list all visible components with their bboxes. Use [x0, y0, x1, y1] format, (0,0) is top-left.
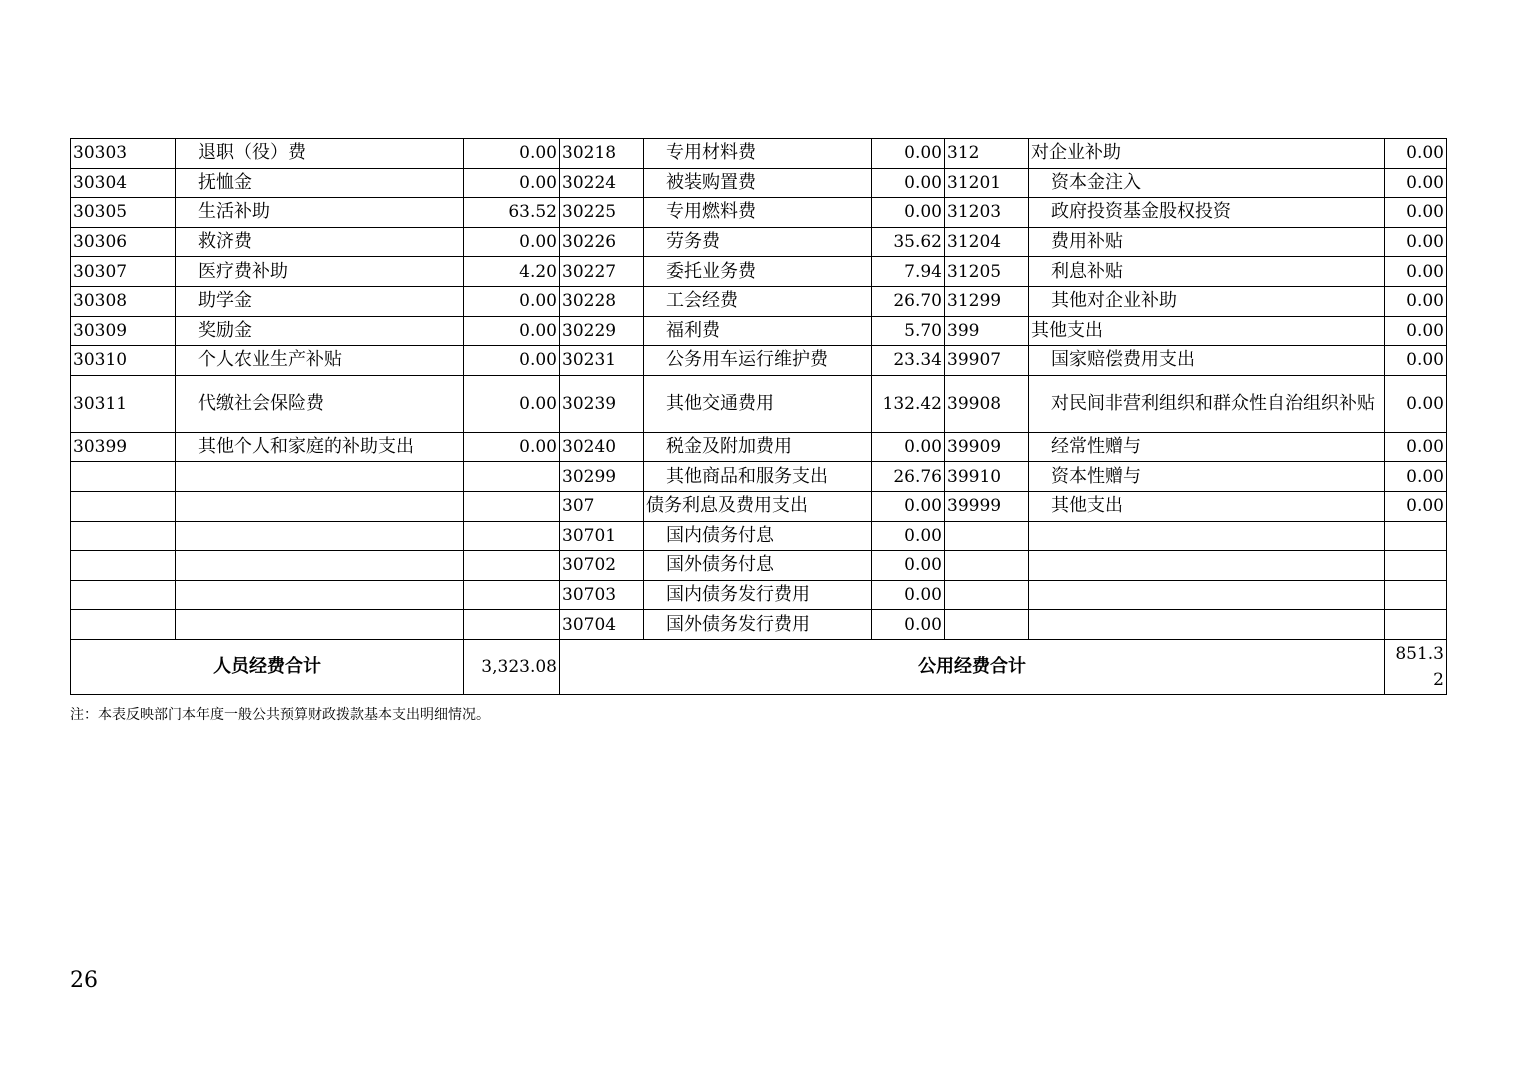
col1-amount: 0.00 — [464, 227, 560, 257]
col2-amount: 5.70 — [872, 316, 945, 346]
col2-amount: 0.00 — [872, 610, 945, 640]
col2-amount: 0.00 — [872, 432, 945, 462]
col2-amount: 0.00 — [872, 551, 945, 581]
table-row — [71, 168, 1447, 198]
col3-amount: 0.00 — [1385, 462, 1447, 492]
col1-amount: 0.00 — [464, 432, 560, 462]
col2-code: 30703 — [560, 580, 644, 610]
col3-name: 经常性赠与 — [1029, 432, 1385, 462]
table-footnote: 注：本表反映部门本年度一般公共预算财政拨款基本支出明细情况。 — [70, 707, 490, 723]
col3-amount — [1385, 610, 1447, 640]
col2-code: 30228 — [560, 286, 644, 316]
col1-code: 30305 — [71, 198, 176, 228]
budget-detail-table — [70, 138, 1447, 695]
col1-code: 30311 — [71, 375, 176, 432]
col2-name: 债务利息及费用支出 — [644, 491, 872, 521]
col1-code — [71, 521, 176, 551]
table-row — [71, 316, 1447, 346]
col2-amount: 23.34 — [872, 346, 945, 376]
table-row — [71, 375, 1447, 432]
public-total-label: 公用经费合计 — [560, 639, 1385, 694]
col3-amount: 0.00 — [1385, 257, 1447, 287]
col1-name: 代缴社会保险费 — [176, 375, 464, 432]
col3-amount: 0.00 — [1385, 168, 1447, 198]
col1-code — [71, 580, 176, 610]
page-number: 26 — [70, 968, 98, 993]
col1-name — [176, 580, 464, 610]
col1-amount — [464, 580, 560, 610]
table-row — [71, 346, 1447, 376]
table-row — [71, 432, 1447, 462]
table-row — [71, 257, 1447, 287]
col3-name — [1029, 580, 1385, 610]
col2-amount: 0.00 — [872, 491, 945, 521]
totals-row — [71, 639, 1447, 694]
col2-amount: 0.00 — [872, 580, 945, 610]
col1-amount — [464, 551, 560, 581]
col1-amount: 63.52 — [464, 198, 560, 228]
col2-code: 30224 — [560, 168, 644, 198]
col3-name: 对民间非营利组织和群众性自治组织补贴 — [1029, 375, 1385, 432]
col3-code: 39999 — [945, 491, 1029, 521]
col1-name — [176, 610, 464, 640]
col1-amount — [464, 462, 560, 492]
col2-amount: 132.42 — [872, 375, 945, 432]
col2-amount: 0.00 — [872, 521, 945, 551]
table-row — [71, 286, 1447, 316]
col2-code: 30225 — [560, 198, 644, 228]
col1-amount: 4.20 — [464, 257, 560, 287]
col1-name: 生活补助 — [176, 198, 464, 228]
col3-amount: 0.00 — [1385, 316, 1447, 346]
col1-amount: 0.00 — [464, 316, 560, 346]
col3-name: 国家赔偿费用支出 — [1029, 346, 1385, 376]
col2-amount: 35.62 — [872, 227, 945, 257]
col2-name: 国内债务发行费用 — [644, 580, 872, 610]
col2-code: 30239 — [560, 375, 644, 432]
col2-amount: 0.00 — [872, 168, 945, 198]
col1-name: 抚恤金 — [176, 168, 464, 198]
col3-name: 资本金注入 — [1029, 168, 1385, 198]
col1-code — [71, 462, 176, 492]
col1-code: 30306 — [71, 227, 176, 257]
col2-name: 税金及附加费用 — [644, 432, 872, 462]
col1-code — [71, 491, 176, 521]
col2-code: 30226 — [560, 227, 644, 257]
col3-amount: 0.00 — [1385, 139, 1447, 169]
col1-code: 30304 — [71, 168, 176, 198]
col3-name — [1029, 521, 1385, 551]
col2-name: 国外债务发行费用 — [644, 610, 872, 640]
col2-amount: 7.94 — [872, 257, 945, 287]
col3-amount: 0.00 — [1385, 227, 1447, 257]
table-row — [71, 491, 1447, 521]
col3-code: 31201 — [945, 168, 1029, 198]
table-row — [71, 462, 1447, 492]
col1-name: 个人农业生产补贴 — [176, 346, 464, 376]
col2-name: 公务用车运行维护费 — [644, 346, 872, 376]
col3-amount: 0.00 — [1385, 375, 1447, 432]
col1-code — [71, 610, 176, 640]
col1-amount: 0.00 — [464, 346, 560, 376]
col3-code: 31204 — [945, 227, 1029, 257]
col1-amount — [464, 491, 560, 521]
col3-amount — [1385, 521, 1447, 551]
col3-code: 39910 — [945, 462, 1029, 492]
col1-name: 奖励金 — [176, 316, 464, 346]
col2-amount: 0.00 — [872, 139, 945, 169]
col1-code: 30307 — [71, 257, 176, 287]
col3-code — [945, 610, 1029, 640]
col2-code: 30227 — [560, 257, 644, 287]
col1-amount — [464, 521, 560, 551]
col2-code: 30240 — [560, 432, 644, 462]
col3-amount: 0.00 — [1385, 198, 1447, 228]
public-total-value: 851.32 — [1385, 639, 1447, 694]
col3-amount: 0.00 — [1385, 491, 1447, 521]
col3-name: 其他支出 — [1029, 491, 1385, 521]
col3-code: 31203 — [945, 198, 1029, 228]
col3-code — [945, 580, 1029, 610]
col1-name — [176, 462, 464, 492]
col3-name — [1029, 551, 1385, 581]
table-row — [71, 198, 1447, 228]
col2-code: 30701 — [560, 521, 644, 551]
col2-name: 其他交通费用 — [644, 375, 872, 432]
table-row — [71, 139, 1447, 169]
col3-amount: 0.00 — [1385, 432, 1447, 462]
col1-name — [176, 551, 464, 581]
col1-name: 其他个人和家庭的补助支出 — [176, 432, 464, 462]
col2-code: 30299 — [560, 462, 644, 492]
col2-code: 30702 — [560, 551, 644, 581]
col3-code — [945, 521, 1029, 551]
table-row — [71, 580, 1447, 610]
col3-code: 312 — [945, 139, 1029, 169]
table-row — [71, 610, 1447, 640]
col1-code: 30309 — [71, 316, 176, 346]
col3-name: 对企业补助 — [1029, 139, 1385, 169]
col1-name — [176, 521, 464, 551]
col3-name: 利息补贴 — [1029, 257, 1385, 287]
col3-code: 39907 — [945, 346, 1029, 376]
col2-code: 30231 — [560, 346, 644, 376]
col3-code: 31205 — [945, 257, 1029, 287]
table-row — [71, 227, 1447, 257]
col2-name: 委托业务费 — [644, 257, 872, 287]
col3-amount: 0.00 — [1385, 286, 1447, 316]
col3-code: 39908 — [945, 375, 1029, 432]
col2-name: 国外债务付息 — [644, 551, 872, 581]
col2-name: 专用材料费 — [644, 139, 872, 169]
col2-amount: 26.76 — [872, 462, 945, 492]
col3-name: 政府投资基金股权投资 — [1029, 198, 1385, 228]
col1-code: 30308 — [71, 286, 176, 316]
col1-name: 医疗费补助 — [176, 257, 464, 287]
col2-code: 30704 — [560, 610, 644, 640]
col1-code: 30310 — [71, 346, 176, 376]
col2-name: 工会经费 — [644, 286, 872, 316]
col3-name: 其他支出 — [1029, 316, 1385, 346]
col1-name: 助学金 — [176, 286, 464, 316]
col1-name — [176, 491, 464, 521]
col3-name — [1029, 610, 1385, 640]
col2-amount: 26.70 — [872, 286, 945, 316]
personnel-total-label: 人员经费合计 — [71, 639, 464, 694]
col1-amount: 0.00 — [464, 286, 560, 316]
col1-code — [71, 551, 176, 581]
col1-amount: 0.00 — [464, 168, 560, 198]
personnel-total-value: 3,323.08 — [464, 639, 560, 694]
col3-code — [945, 551, 1029, 581]
table-body — [71, 139, 1447, 640]
col2-code: 30229 — [560, 316, 644, 346]
col2-code: 30218 — [560, 139, 644, 169]
col3-amount: 0.00 — [1385, 346, 1447, 376]
col2-name: 福利费 — [644, 316, 872, 346]
col2-name: 被装购置费 — [644, 168, 872, 198]
col3-amount — [1385, 580, 1447, 610]
col3-amount — [1385, 551, 1447, 581]
col1-code: 30399 — [71, 432, 176, 462]
col1-name: 退职（役）费 — [176, 139, 464, 169]
col2-amount: 0.00 — [872, 198, 945, 228]
col3-name: 其他对企业补助 — [1029, 286, 1385, 316]
col3-name: 费用补贴 — [1029, 227, 1385, 257]
col1-amount: 0.00 — [464, 139, 560, 169]
col2-code: 307 — [560, 491, 644, 521]
table-row — [71, 551, 1447, 581]
col3-code: 399 — [945, 316, 1029, 346]
col1-code: 30303 — [71, 139, 176, 169]
col1-amount: 0.00 — [464, 375, 560, 432]
col2-name: 劳务费 — [644, 227, 872, 257]
col1-name: 救济费 — [176, 227, 464, 257]
col3-name: 资本性赠与 — [1029, 462, 1385, 492]
table-row — [71, 521, 1447, 551]
col1-amount — [464, 610, 560, 640]
col3-code: 39909 — [945, 432, 1029, 462]
col3-code: 31299 — [945, 286, 1029, 316]
col2-name: 其他商品和服务支出 — [644, 462, 872, 492]
col2-name: 国内债务付息 — [644, 521, 872, 551]
col2-name: 专用燃料费 — [644, 198, 872, 228]
